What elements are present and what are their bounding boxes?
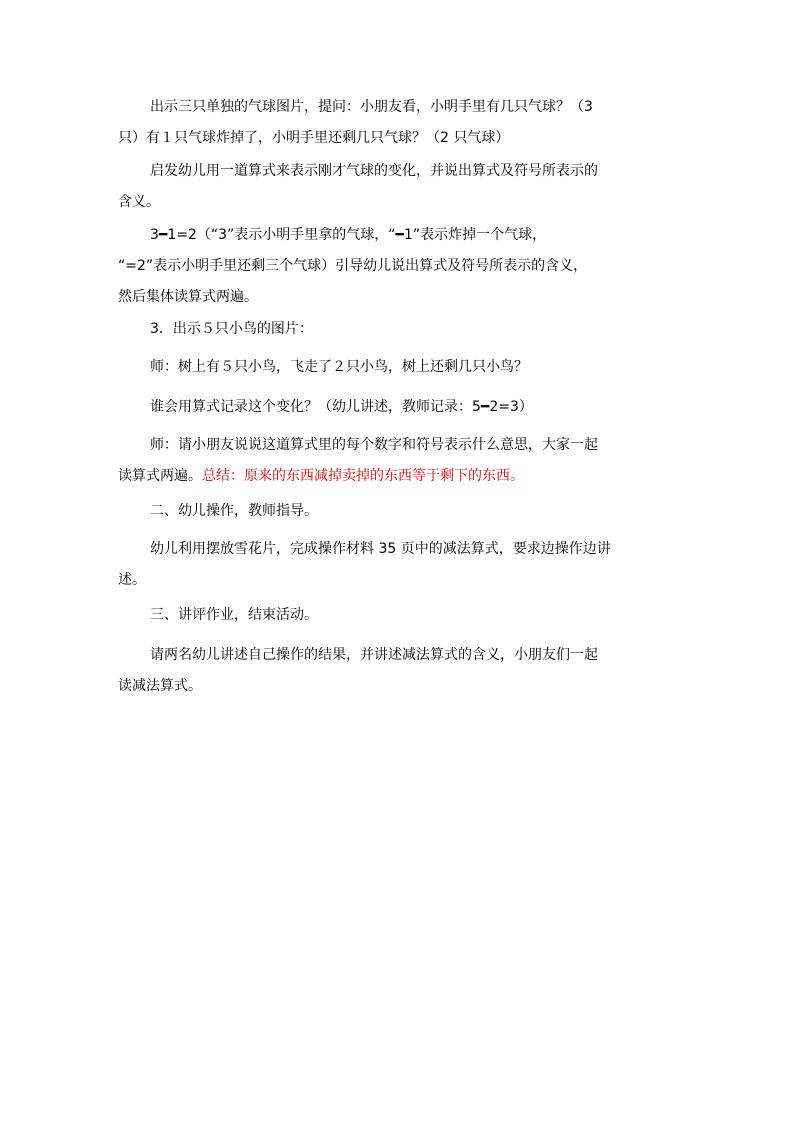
text-line: 谁会用算式记录这个变化？（幼儿讲述，教师记录：5━2=3） <box>150 399 533 415</box>
text-line: 启发幼儿用一道算式来表示刚才气球的变化，并说出算式及符号所表示的 <box>150 163 598 179</box>
section-heading-operation <box>118 496 678 527</box>
text-line: “=2”表示小明手里还剩三个气球）引导幼儿说出算式及符号所表示的含义， <box>118 258 588 274</box>
summary-highlight: 总结：原来的东西减掉卖掉的东西等于剩下的东西。 <box>202 468 524 484</box>
text-line: 然后集体读算式两遍。 <box>118 289 258 305</box>
text-line: 师：树上有５只小鸟，飞走了２只小鸟，树上还剩几只小鸟？ <box>150 359 528 375</box>
text-line: 3━1=2（“3”表示小明手里拿的气球，“━1”表示炸掉一个气球， <box>150 227 547 243</box>
paragraph-record-equation <box>118 392 678 423</box>
text-line: 含义。 <box>118 194 160 210</box>
paragraph-birds-picture <box>118 314 678 345</box>
text-line: 二、幼儿操作，教师指导。 <box>150 503 318 519</box>
section-heading-review <box>118 600 678 631</box>
text-segment: 读算式两遍。 <box>118 468 202 484</box>
text-line: 请两名幼儿讲述自己操作的结果，并讲述减法算式的含义，小朋友们一起 <box>150 647 598 663</box>
text-line <box>118 461 678 492</box>
text-line: 述。 <box>118 572 146 588</box>
paragraph-balloon-question <box>118 92 678 154</box>
text-line: 出示三只单独的气球图片，提问：小朋友看，小明手里有几只气球？（3 <box>150 99 593 115</box>
paragraph-teacher-question <box>118 352 678 383</box>
text-line: 师：请小朋友说说这道算式里的每个数字和符号表示什么意思，大家一起 <box>150 437 598 453</box>
paragraph-review-task <box>118 640 678 702</box>
paragraph-teacher-summary <box>118 430 678 492</box>
text-line: 幼儿利用摆放雪花片，完成操作材料 35 页中的减法算式，要求边操作边讲 <box>150 541 611 557</box>
text-line: 读减法算式。 <box>118 678 202 694</box>
paragraph-equation-explanation <box>118 220 678 313</box>
paragraph-operation-task <box>118 534 678 596</box>
text-line: 3．出示５只小鸟的图片： <box>150 321 313 337</box>
text-line: 只）有１只气球炸掉了，小明手里还剩几只气球？（2 只气球） <box>118 130 510 146</box>
paragraph-equation-prompt <box>118 156 678 218</box>
text-line: 三、讲评作业，结束活动。 <box>150 607 318 623</box>
